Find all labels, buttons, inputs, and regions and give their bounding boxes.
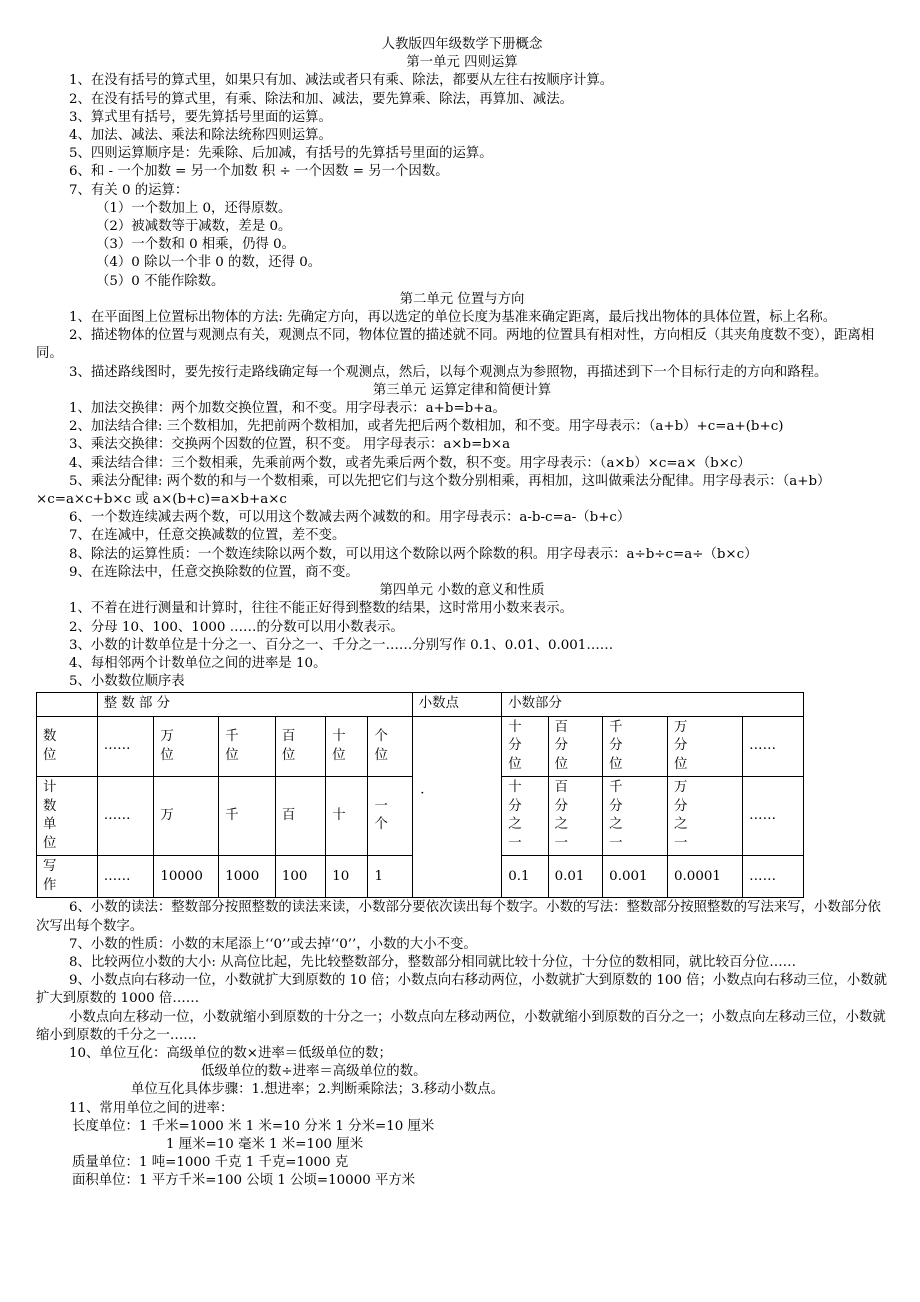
unit3-item-6: 6、一个数连续减去两个数，可以用这个数减去两个减数的和。用字母表示：a-b-c=a-（b+c） [69,510,631,526]
place-int-qian: 千 位 [219,716,276,777]
unit3-item-3: 3、乘法交换律：交换两个因数的位置，积不变。 用字母表示：a×b=b×a [69,437,511,453]
write-dec-tenths: 0.1 [502,856,548,898]
unit2-heading: 第二单元 位置与方向 [399,291,525,307]
place-dec-hundredths: 百 分 位 [548,716,603,777]
integer-part-header: 整 数 部 分 [97,693,412,717]
unit2-item-3: 3、描述路线图时，要先按行走路线确定每一个观测点，然后，以每个观测点为参照物，再描述到下一个目标行走的方向和路程。 [69,364,828,380]
unit3-item-5: 5、乘法分配律: 两个数的和与一个数相乘，可以先把它们与这个数分别相乘，再相加，这叫做乘法分配律。用字母表示：（a+b）×c=a×c+b×c 或 a×(b+c)=a×b+a×c [36,473,831,508]
unit4-item-2: 2、分母 10、100、1000 ……的分数可以用小数表示。 [69,619,404,635]
unit-dec-thousandths: 千 分 之 一 [603,777,668,856]
unit4-item-3: 3、小数的计数单位是十分之一、百分之一、千分之一……分别写作 0.1、0.01、0.001…… [69,637,614,653]
unit1-item-7: 7、有关 0 的运算： [69,182,189,198]
zero-rule-5: （5）0 不能作除数。 [96,273,225,289]
place-dec-tenths: 十 分 位 [502,716,548,777]
unit1-item-5: 5、四则运算顺序是：先乘除、后加减，有括号的先算括号里面的运算。 [69,146,493,162]
place-dec-etc: …… [743,716,804,777]
place-int-etc: …… [97,716,154,777]
unit-dec-tenths: 十 分 之 一 [502,777,548,856]
unit3-item-8: 8、除法的运算性质：一个数连续除以两个数，可以用这个数除以两个除数的积。用字母表示：a÷b÷c=a÷（b×c） [69,546,758,562]
unit-dec-tenthousandths: 万 分 之 一 [668,777,743,856]
write-dec-etc: …… [743,856,804,898]
place-int-bai: 百 位 [275,716,325,777]
unit4-item-6: 6、小数的读法：整数部分按照整数的读法来读，小数部分要依次读出每个数字。小数的写法：整数部分按照整数的写法来写，小数部分依次写出每个数字。 [36,900,881,934]
unit4-item-5: 5、小数数位顺序表 [69,674,185,690]
unit4-item-1: 1、不着在进行测量和计算时，往往不能正好得到整数的结果，这时常用小数来表示。 [69,601,573,617]
decimal-point-header: 小数点 [412,693,502,717]
unit3-item-9: 9、在连除法中，任意交换除数的位置，商不变。 [69,564,359,580]
table-header-row [37,693,804,717]
unit2-item-1: 1、在平面图上位置标出物体的方法: 先确定方向，再以选定的单位长度为基准来确定距离，最后找出物体的具体位置，标上名称。 [69,310,837,326]
unit4-item-4: 4、每相邻两个计数单位之间的进率是 10。 [69,655,327,671]
zero-rule-2: （2）被减数等于减数，差是 0。 [96,219,292,235]
unit-int-ge: 一 个 [368,777,412,856]
length-units-1: 长度单位：1 千米=1000 米 1 米=10 分米 1 分米=10 厘米 [72,1118,435,1134]
unit1-item-2: 2、在没有括号的算式里，有乘、除法和加、减法，要先算乘、除法，再算加、减法。 [69,91,573,107]
mass-units: 质量单位：1 吨=1000 千克 1 千克=1000 克 [72,1155,349,1171]
conversion-line-2: 低级单位的数÷进率＝高级单位的数。 [201,1064,427,1080]
decimal-point-mark: · [420,786,425,802]
unit4-item-7: 7、小数的性质：小数的末尾添上‘‘0’’或去掉‘‘0’’，小数的大小不变。 [69,936,477,952]
unit3-item-4: 4、乘法结合律：三个数相乘，先乘前两个数，或者先乘后两个数，积不变。用字母表示：（a×b）×c=a×（b×c） [69,455,751,471]
conversion-steps: 单位互化具体步骤：1.想进率；2.判断乘除法；3.移动小数点。 [131,1082,505,1098]
decimal-part-header: 小数部分 [502,693,804,717]
unit3-item-7: 7、在连减中，任意交换减数的位置，差不变。 [69,528,346,544]
unit4-item-11: 11、常用单位之间的进率： [69,1100,234,1116]
unit1-item-1: 1、在没有括号的算式里，如果只有加、减法或者只有乘、除法，都要从左往右按顺序计算。 [69,73,614,89]
row-label-unit: 计 数 单 位 [37,777,98,856]
write-int-ge: 1 [368,856,412,898]
unit3-item-2: 2、加法结合律: 三个数相加，先把前两个数相加，或者先把后两个数相加，和不变。用字母表示：（a+b）+c=a+(b+c) [69,419,784,435]
unit1-item-3: 3、算式里有括号，要先算括号里面的运算。 [69,109,332,125]
write-dec-hundredths: 0.01 [548,856,603,898]
write-int-etc: …… [97,856,154,898]
unit-int-wan: 万 [154,777,219,856]
unit4-item-9: 9、小数点向右移动一位，小数就扩大到原数的 10 倍；小数点向右移动两位，小数就扩大到原数的 100 倍；小数点向右移动三位，小数就扩大到原数的 1000 倍…… [36,973,888,1007]
unit1-heading: 第一单元 四则运算 [406,55,518,71]
write-int-wan: 10000 [154,856,219,898]
write-int-bai: 100 [275,856,325,898]
unit-int-etc: …… [97,777,154,856]
write-int-shi: 10 [326,856,368,898]
document-page [36,36,888,1191]
zero-rule-3: （3）一个数和 0 相乘，仍得 0。 [96,237,296,253]
unit3-heading: 第三单元 运算定律和简便计算 [372,382,552,398]
unit-int-qian: 千 [219,777,276,856]
write-dec-tenthousandths: 0.0001 [668,856,743,898]
place-int-ge: 个 位 [368,716,412,777]
unit4-item-9b: 小数点向左移动一位，小数就缩小到原数的十分之一；小数点向左移动两位，小数就缩小到原数的百分之一；小数点向左移动三位，小数就缩小到原数的千分之一…… [36,1009,886,1043]
unit-dec-hundredths: 百 分 之 一 [548,777,603,856]
write-int-qian: 1000 [219,856,276,898]
place-int-wan: 万 位 [154,716,219,777]
place-dec-tenthousandths: 万 分 位 [668,716,743,777]
area-units: 面积单位：1 平方千米=100 公顷 1 公顷=10000 平方米 [72,1173,416,1189]
table-row-place [37,716,804,777]
row-label-place: 数 位 [37,716,98,777]
place-dec-thousandths: 千 分 位 [603,716,668,777]
unit4-item-10: 10、单位互化：高级单位的数×进率＝低级单位的数； [69,1045,392,1061]
unit1-item-6: 6、和 - 一个加数 = 另一个加数 积 ÷ 一个因数 = 另一个因数。 [69,164,449,180]
unit3-item-1: 1、加法交换律：两个加数交换位置，和不变。用字母表示：a+b=b+a。 [69,401,506,417]
row-label-write: 写 作 [37,856,98,898]
unit-int-shi: 十 [326,777,368,856]
write-dec-thousandths: 0.001 [603,856,668,898]
unit-dec-etc: …… [743,777,804,856]
unit-int-bai: 百 [275,777,325,856]
document-title: 人教版四年级数学下册概念 [381,37,543,52]
unit1-item-4: 4、加法、减法、乘法和除法统称四则运算。 [69,128,332,144]
place-int-shi: 十 位 [326,716,368,777]
unit4-item-8: 8、比较两位小数的大小: 从高位比起，先比较整数部分，整数部分相同就比较十分位，十分位的数相同，就比较百分位…… [69,954,796,970]
length-units-2: 1 厘米=10 毫米 1 米=100 厘米 [166,1136,364,1152]
decimal-point-column [412,716,502,898]
zero-rule-1: （1）一个数加上 0，还得原数。 [96,200,292,216]
zero-rule-4: （4）0 除以一个非 0 的数，还得 0。 [96,255,322,271]
table-corner-cell [37,693,98,717]
unit4-heading: 第四单元 小数的意义和性质 [379,583,545,599]
unit2-item-2: 2、描述物体的位置与观测点有关，观测点不同，物体位置的描述就不同。两地的位置具有相对性，方向相反（其夹角度数不变），距离相同。 [36,328,875,362]
